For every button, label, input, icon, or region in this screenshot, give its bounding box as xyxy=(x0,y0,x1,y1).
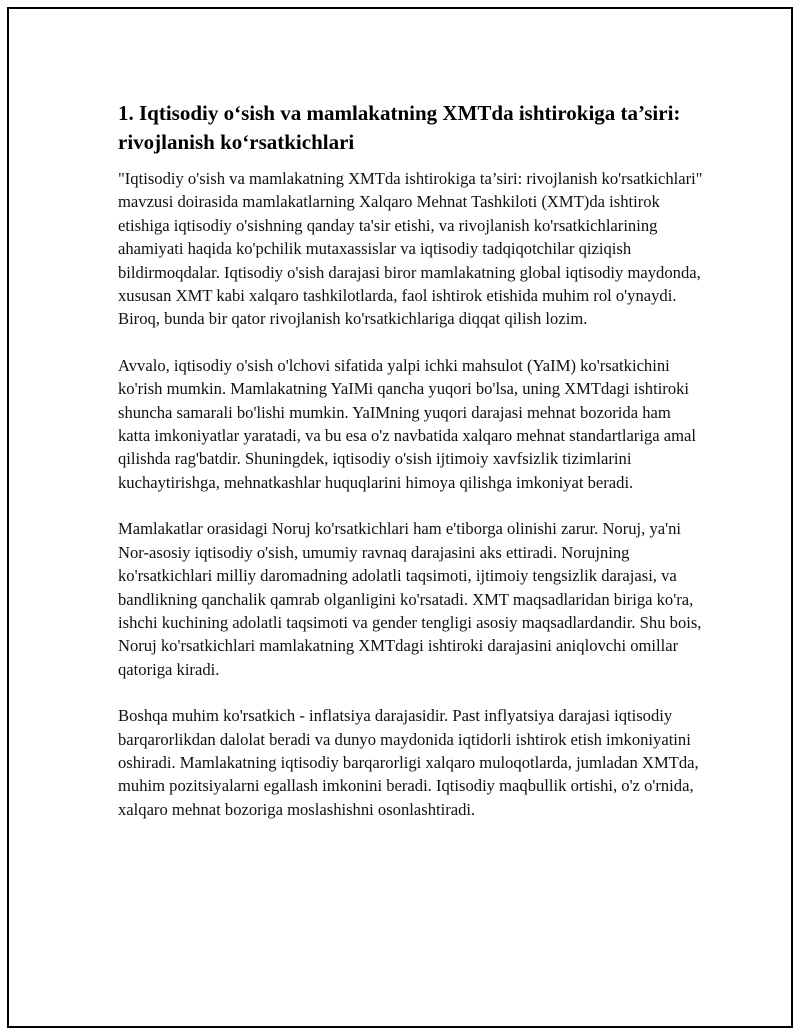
document-body xyxy=(118,99,703,844)
paragraph-gdp: Avvalo, iqtisodiy o'sish o'lchovi sifatida yalpi ichki mahsulot (YaIM) ko'rsatkichini ko'rish mumkin. Mamlakatning YaIMi qancha yuqori bo'lsa, uning XMTdagi ishtiroki shuncha samarali bo'lishi mumkin. YaIMning yuqori darajasi mehnat bozorida ham katta imkoniyatlar yaratadi, va bu esa o'z navbatida xalqaro mehnat standartlariga amal qilishda rag'batdir. Shuningdek, iqtisodiy o'sish ijtimoiy xavfsizlik tizimlarini kuchaytirishga, mehnatkashlar huquqlarini himoya qilishga imkoniyat beradi. xyxy=(118,355,697,492)
section-heading: 1. Iqtisodiy o‘sish va mamlakatning XMTda ishtirokiga ta’siri: rivojlanish ko‘rsatkichlari xyxy=(118,101,681,154)
paragraph-intro: "Iqtisodiy o'sish va mamlakatning XMTda ishtirokiga ta’siri: rivojlanish ko'rsatkichlari" mavzusi doirasida mamlakatlarning Xalqaro Mehnat Tashkiloti (XMT)da ishtirok etishiga iqtisodiy o'sishning qanday ta'sir etishi, va rivojlanish ko'rsatkichlarining ahamiyati haqida ko'pchilik mutaxassislar va iqtisodiy tadqiqotchilar qiziqish bildirmoqdalar. Iqtisodiy o'sish darajasi biror mamlakatning global iqtisodiy maydonda, xususan XMT kabi xalqaro tashkilotlarda, faol ishtirok etishida muhim rol o'ynaydi. Biroq, bunda bir qator rivojlanish ko'rsatkichlariga diqqat qilish lozim. xyxy=(118,169,703,329)
paragraph-noruj: Mamlakatlar orasidagi Noruj ko'rsatkichlari ham e'tiborga olinishi zarur. Noruj, ya'ni Nor-asosiy iqtisodiy o'sish, umumiy ravnaq darajasini aks ettiradi. Norujning ko'rsatkichlari milliy daromadning adolatli taqsimoti, ijtimoiy tengsizlik darajasi, va bandlikning qanchalik qamrab olganligini ko'rsatadi. XMT maqsadlaridan biriga ko'ra, ishchi kuchining adolatli taqsimoti va gender tengligi asosiy maqsadlardandir. Shu bois, Noruj ko'rsatkichlari mamlakatning XMTdagi ishtiroki darajasini aniqlovchi omillar qatoriga kiradi. xyxy=(118,519,702,679)
paragraph-inflation: Boshqa muhim ko'rsatkich - inflatsiya darajasidir. Past inflyatsiya darajasi iqtisodiy barqarorlikdan dalolat beradi va dunyo maydonida iqtidorli ishtirok etish imkoniyatini oshiradi. Mamlakatning iqtisodiy barqarorligi xalqaro muloqotlarda, jumladan XMTda, muhim pozitsiyalarni egallash imkonini beradi. Iqtisodiy maqbullik ortishi, o'z o'rnida, xalqaro mehnat bozoriga moslashishni osonlashtiradi. xyxy=(118,706,699,819)
page-frame xyxy=(7,7,793,1028)
